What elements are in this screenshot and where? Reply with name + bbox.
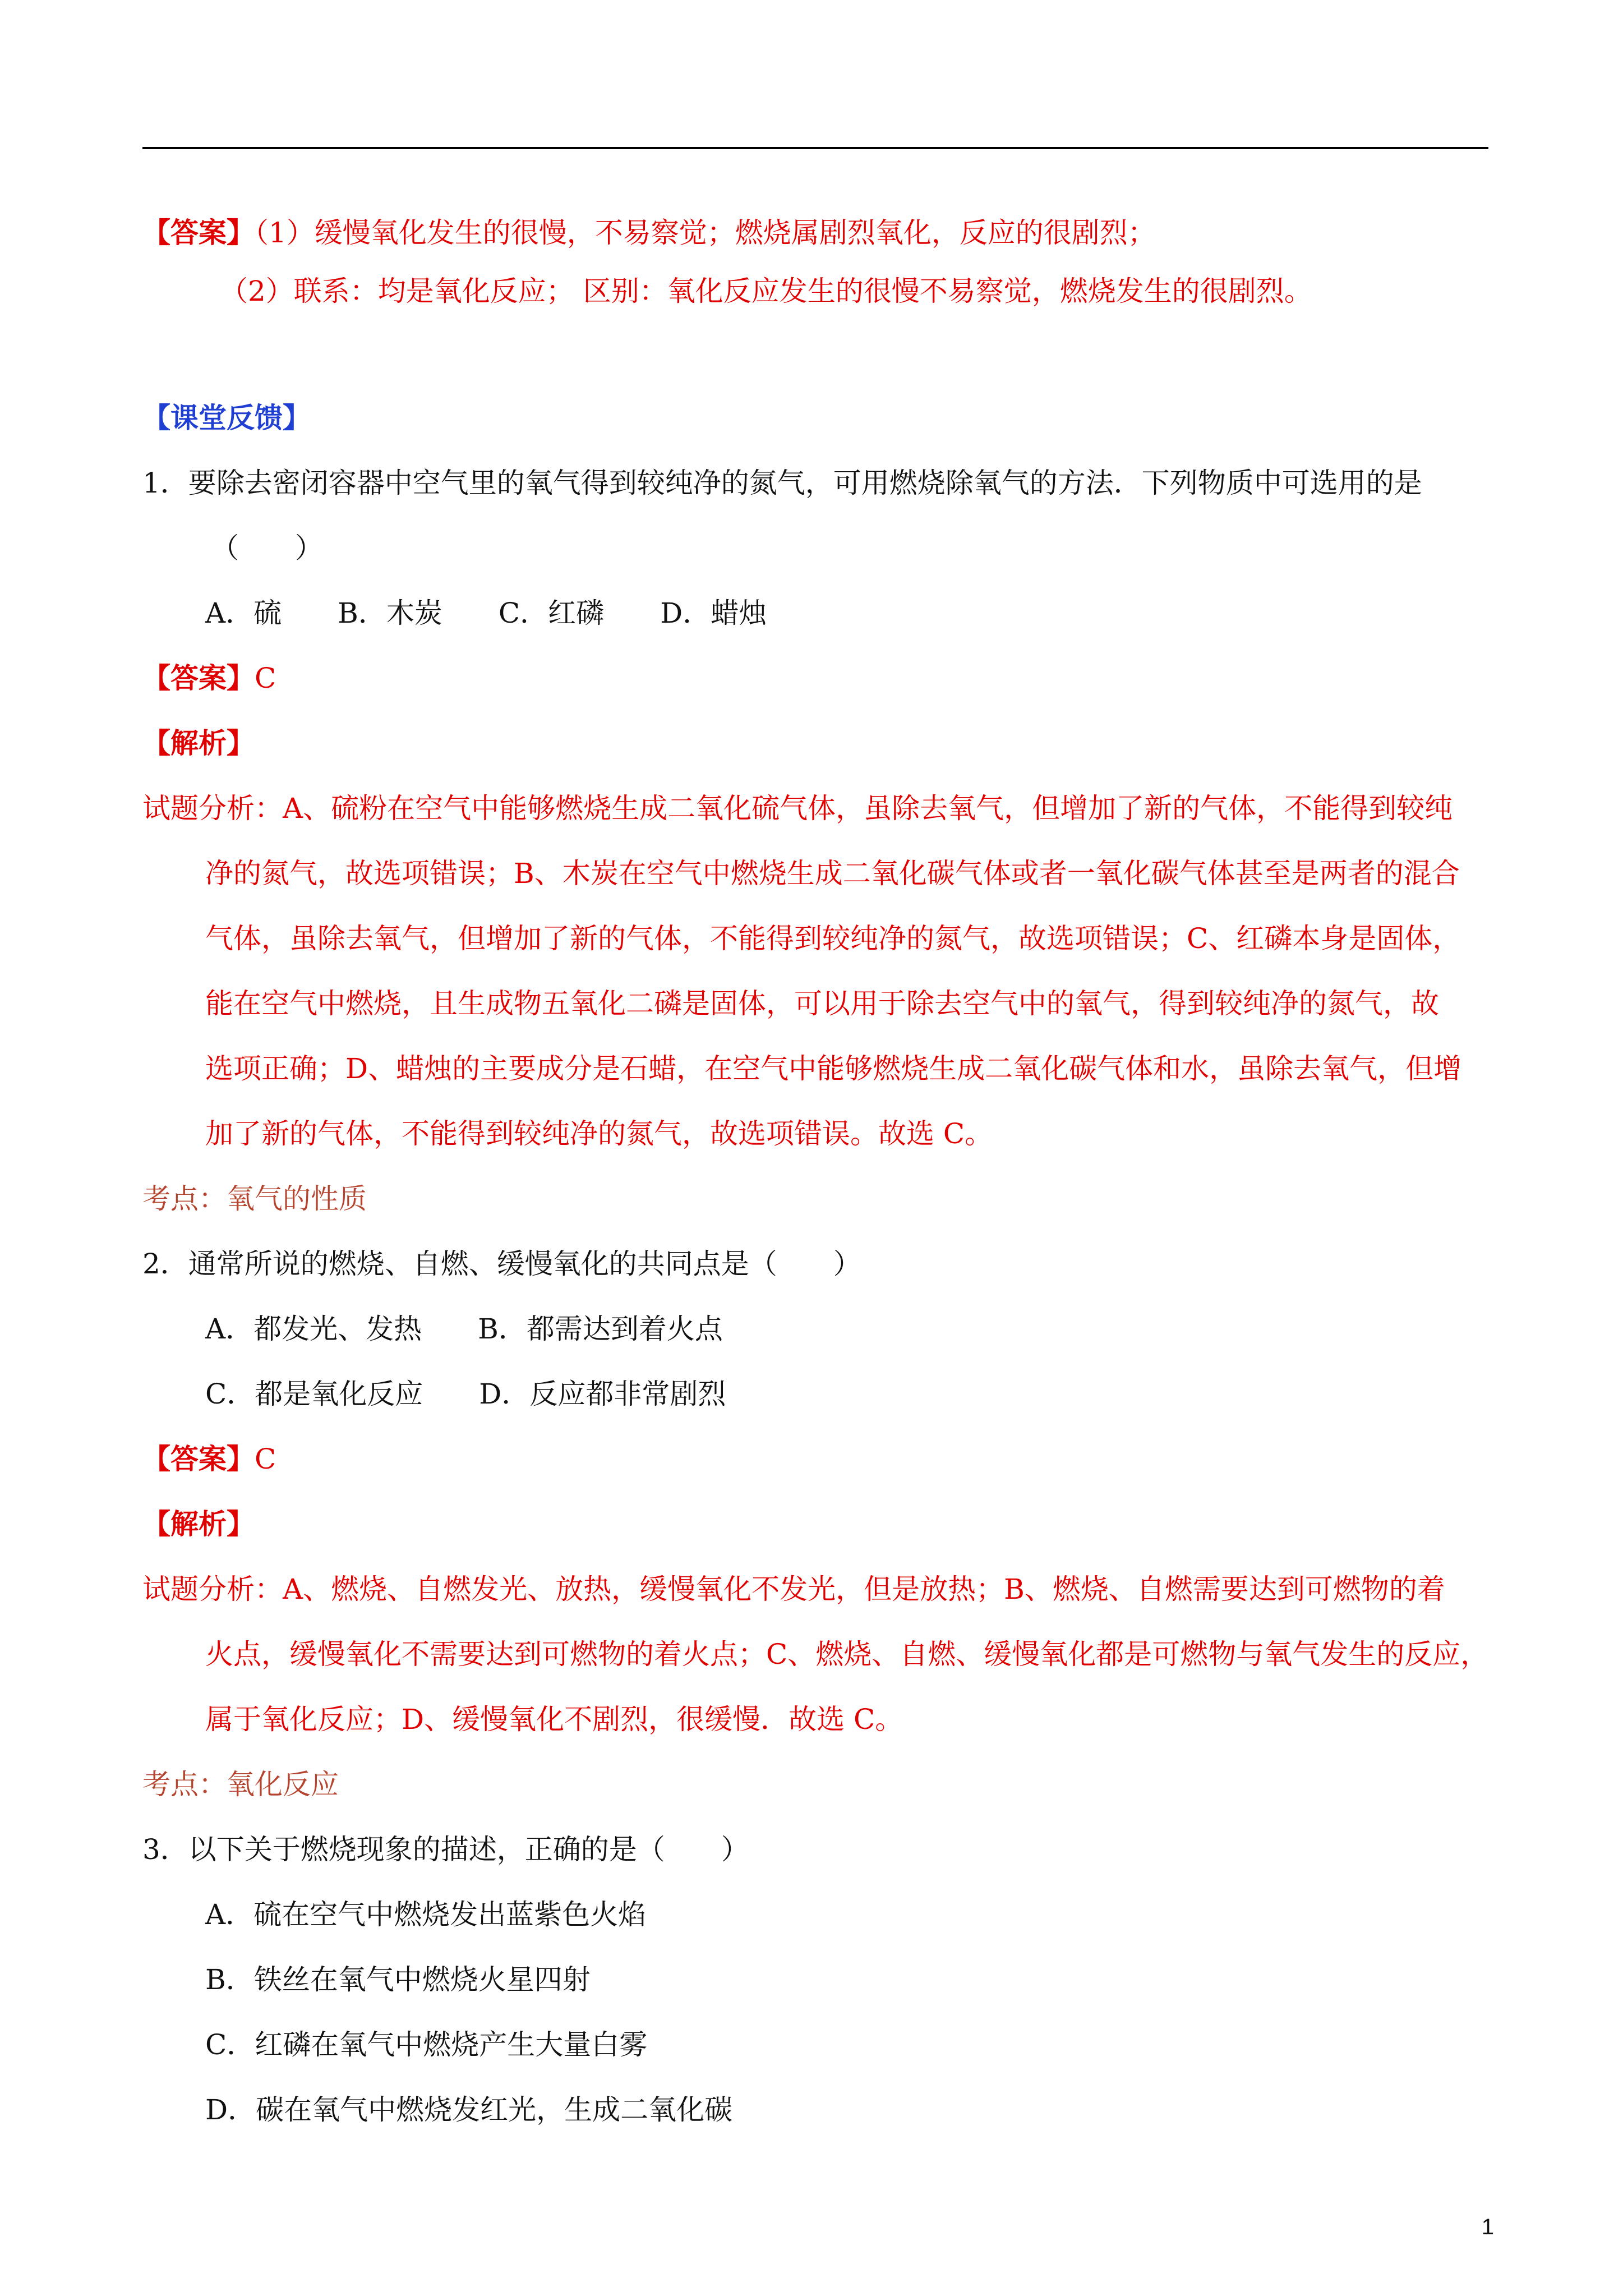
- q2-analysis-label: 【解析】: [142, 1507, 255, 1540]
- answer-label: 【答案】: [142, 216, 255, 249]
- answer-label: 【答案】: [142, 661, 255, 694]
- q1-analysis-line: 净的氮气，故选项错误；B、木炭在空气中燃烧生成二氧化碳气体或者一氧化碳气体甚至是两者的混合: [205, 857, 1460, 890]
- q1-analysis-line: 加了新的气体，不能得到较纯净的氮气，故选项错误。故选 C。: [205, 1117, 993, 1150]
- q1-kaodian: 考点：氧气的性质: [142, 1182, 367, 1215]
- page-number: 1: [1481, 2215, 1494, 2239]
- section-title: 【课堂反馈】: [142, 401, 311, 434]
- q2-analysis-line: 火点，缓慢氧化不需要达到可燃物的着火点；C、燃烧、自燃、缓慢氧化都是可燃物与氧气发生的反应，: [205, 1638, 1489, 1671]
- prev-answer-line-2: （2）联系：均是氧化反应； 区别：氧化反应发生的很慢不易察觉，燃烧发生的很剧烈。: [220, 275, 1312, 307]
- q3-option-a: A．硫在空气中燃烧发出蓝紫色火焰: [205, 1898, 647, 1931]
- q3-option-b: B．铁丝在氧气中燃烧火星四射: [205, 1963, 591, 1996]
- prev-answer-line-1: [142, 213, 1156, 252]
- answer-text: （1）缓慢氧化发生的很慢，不易察觉；燃烧属剧烈氧化，反应的很剧烈；: [255, 217, 1156, 249]
- answer-value: C: [255, 1443, 276, 1475]
- q2-analysis-line: 试题分析：A、燃烧、自燃发光、放热，缓慢氧化不发光，但是放热；B、燃烧、自燃需要达到可燃物的着: [142, 1573, 1445, 1605]
- q1-analysis-line: 气体，虽除去氧气，但增加了新的气体，不能得到较纯净的氮气，故选项错误；C、红磷本身是固体，: [205, 922, 1461, 955]
- q1-options: A．硫 B．木炭 C．红磷 D．蜡烛: [205, 597, 767, 629]
- q2-kaodian: 考点：氧化反应: [142, 1768, 339, 1801]
- q2-options-line-2: C．都是氧化反应 D．反应都非常剧烈: [205, 1378, 726, 1410]
- q3-option-d: D．碳在氧气中燃烧发红光，生成二氧化碳: [205, 2093, 733, 2126]
- q2-analysis-line: 属于氧化反应；D、缓慢氧化不剧烈，很缓慢．故选 C。: [205, 1703, 903, 1736]
- answer-value: C: [255, 662, 276, 694]
- answer-label: 【答案】: [142, 1442, 255, 1475]
- q3-stem: 3．以下关于燃烧现象的描述，正确的是（ ）: [142, 1833, 749, 1866]
- q1-paren: （ ）: [211, 532, 323, 564]
- q1-analysis-label: 【解析】: [142, 726, 255, 760]
- q2-answer: [142, 1439, 276, 1479]
- q1-analysis-line: 选项正确；D、蜡烛的主要成分是石蜡，在空气中能够燃烧生成二氧化碳气体和水，虽除去氧气，但增: [205, 1052, 1462, 1085]
- q3-option-c: C．红磷在氧气中燃烧产生大量白雾: [205, 2028, 648, 2061]
- q1-analysis-line: 试题分析：A、硫粉在空气中能够燃烧生成二氧化硫气体，虽除去氧气，但增加了新的气体，不能得到较纯: [142, 792, 1453, 825]
- q1-analysis-line: 能在空气中燃烧，且生成物五氧化二磷是固体，可以用于除去空气中的氧气，得到较纯净的氮气，故: [205, 987, 1439, 1020]
- q2-stem: 2．通常所说的燃烧、自燃、缓慢氧化的共同点是（ ）: [142, 1248, 861, 1280]
- q1-answer: [142, 659, 276, 698]
- q2-options-line-1: A．都发光、发热 B．都需达到着火点: [205, 1313, 723, 1345]
- header-rule: [142, 147, 1488, 149]
- q1-stem: 1．要除去密闭容器中空气里的氧气得到较纯净的氮气，可用燃烧除氧气的方法．下列物质中可选用的是: [142, 467, 1422, 499]
